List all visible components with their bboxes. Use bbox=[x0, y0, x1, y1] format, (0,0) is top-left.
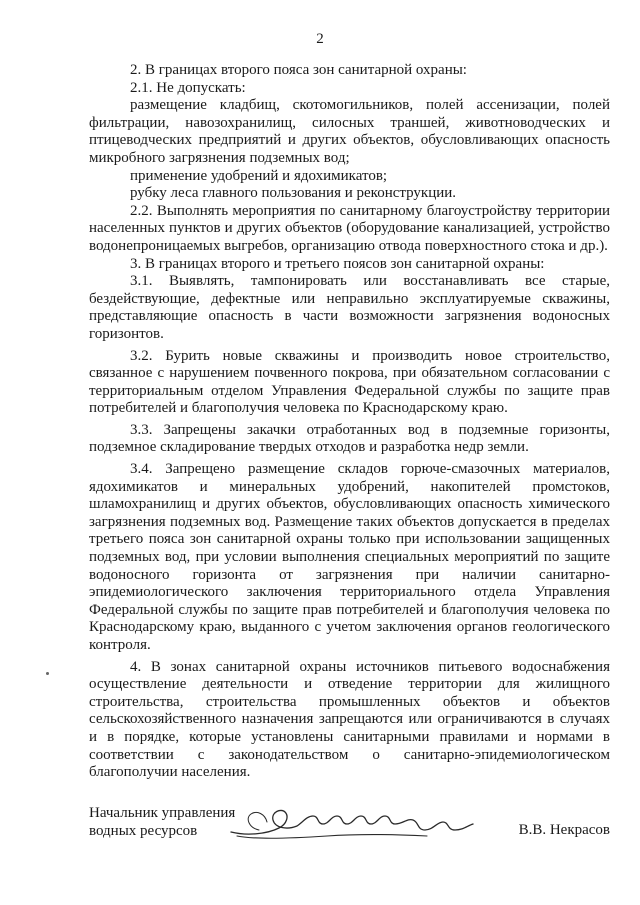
page-number: 2 bbox=[316, 31, 324, 47]
signatory-title-line1: Начальник управления bbox=[89, 805, 236, 821]
signatory-title bbox=[89, 804, 235, 840]
paragraph: 3.2. Бурить новые скважины и производить новое строительство, связанное с нарушением почвенного покрова, при обязательном согласовании с территориальным отделом Управления Федеральной службы по защите прав потребителей и благополучия человека по Краснодарскому краю. bbox=[89, 347, 610, 417]
document-body bbox=[89, 62, 610, 782]
paragraph: 2.2. Выполнять мероприятия по санитарному благоустройству территории населенных пунктов и других объектов (оборудование канализацией, устройство водонепроницаемых выгребов, организацию отвода поверхностного стока и др.). bbox=[89, 202, 610, 254]
paragraph: применение удобрений и ядохимикатов; bbox=[130, 167, 388, 184]
signature-block bbox=[89, 804, 610, 854]
paragraph: 3. В границах второго и третьего поясов зон санитарной охраны: bbox=[130, 255, 545, 272]
paragraph: размещение кладбищ, скотомогильников, полей ассенизации, полей фильтрации, навозохранилищ, силосных траншей, животноводческих и птицеводческих предприятий и других объектов, обусловливающих опасность микробного загрязнения подземных вод; bbox=[89, 97, 610, 166]
paragraph: 2. В границах второго пояса зон санитарной охраны: bbox=[130, 62, 467, 78]
signatory-title-line2: водных ресурсов bbox=[89, 823, 198, 839]
signatory-name: В.В. Некрасов bbox=[518, 822, 610, 838]
paragraph: 3.1. Выявлять, тампонировать или восстанавливать все старые, бездействующие, дефектные или неправильно эксплуатируемые скважины, представляющие опасность в части возможности загрязнения водоносных горизонтов. bbox=[89, 273, 610, 342]
scan-speck bbox=[46, 672, 49, 675]
handwritten-signature bbox=[227, 802, 477, 844]
paragraph: 4. В зонах санитарной охраны источников питьевого водоснабжения осуществление деятельности и отведение территории для жилищного строительства, строительства промышленных объектов и объектов сельскохозяйственного назначения запрещаются или ограничиваются в случаях и в порядке, которые установлены санитарными правилами и нормами в соответствии с законодательством о санитарно-эпидемиологическом благополучии населения. bbox=[89, 658, 610, 781]
paragraph: 3.3. Запрещены закачки отработанных вод в подземные горизонты, подземное складирование твердых отходов и разработка недр земли. bbox=[89, 421, 610, 456]
paragraph: рубку леса главного пользования и реконструкции. bbox=[130, 185, 457, 202]
paragraph: 2.1. Не допускать: bbox=[130, 79, 246, 96]
paragraph: 3.4. Запрещено размещение складов горюче-смазочных материалов, ядохимикатов и минеральных удобрений, накопителей промстоков, шламохранилищ и других объектов, обусловливающих опасность химического загрязнения подземных вод. Размещение таких объектов допускается в пределах третьего пояса зон санитарной охраны только при использовании защищенных подземных вод, при условии выполнения специальных мероприятий по защите водоносного горизонта от загрязнения при наличии санитарно-эпидемиологического заключения территориального отдела Управления Федеральной службы по защите прав потребителей и благополучия человека по Краснодарскому краю, выданного с учетом заключения органов геологического контроля. bbox=[89, 461, 610, 653]
